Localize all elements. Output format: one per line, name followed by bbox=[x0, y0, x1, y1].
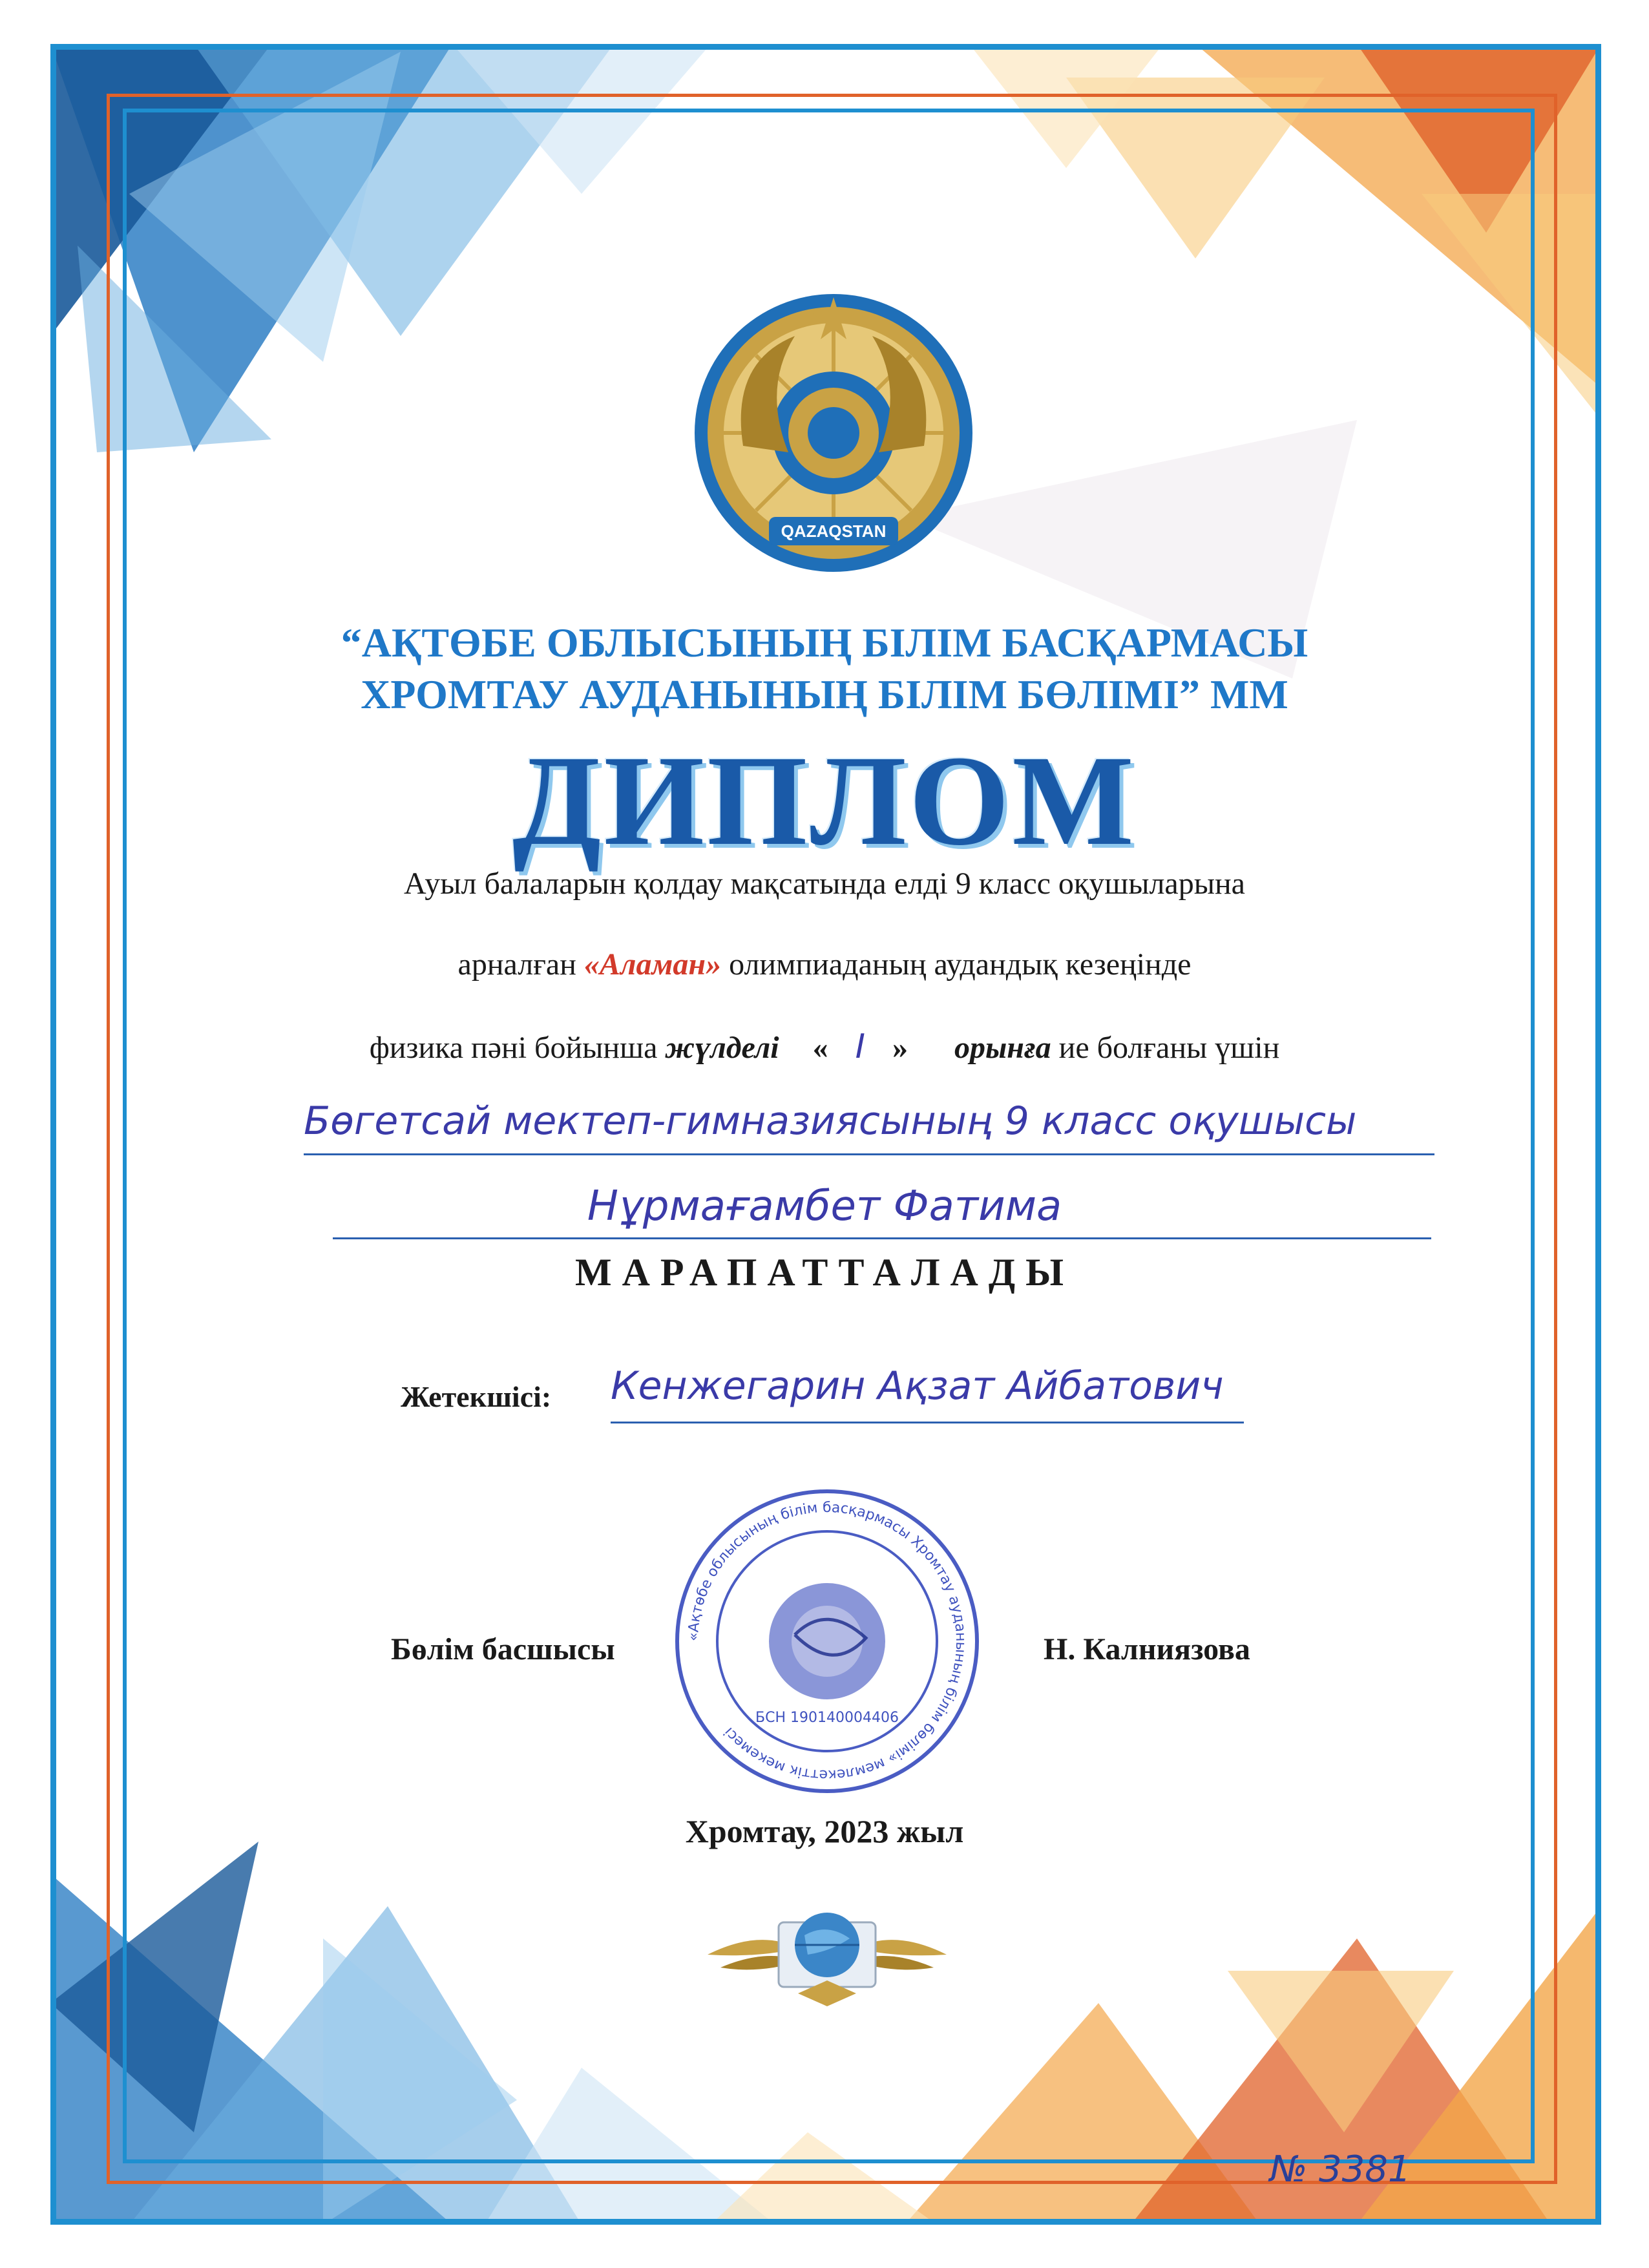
education-emblem bbox=[701, 1896, 953, 2013]
olympiad-name: «Аламан» bbox=[583, 947, 722, 982]
place-quote-open: « bbox=[812, 1031, 828, 1065]
state-emblem bbox=[691, 284, 976, 582]
place-quote-close: » bbox=[892, 1031, 908, 1065]
place-word: орынға bbox=[954, 1031, 1051, 1065]
footer-place-year: Хромтау, 2023 жыл bbox=[685, 1813, 964, 1849]
organization-line-1: “АҚТӨБЕ ОБЛЫСЫНЫҢ БІЛІМ БАСҚАРМАСЫ bbox=[341, 620, 1308, 666]
supervisor-underline bbox=[611, 1422, 1244, 1423]
text-line-3 bbox=[0, 1027, 1649, 1066]
supervisor-name-handwritten: Кенжегарин Ақзат Айбатович bbox=[611, 1363, 1224, 1409]
text-line-3-post: ие болғаны үшін bbox=[1051, 1031, 1280, 1065]
stamp-inner-text: БСН 190140004406 bbox=[755, 1710, 899, 1726]
text-line-2-post: олимпиаданың аудандық кезеңінде bbox=[721, 947, 1192, 982]
award-text: МАРАПАТТАЛАДЫ bbox=[574, 1251, 1075, 1294]
text-line-1: Ауыл балаларын қолдау мақсатында елді 9 класс оқушыларына bbox=[404, 866, 1245, 901]
page-title: ДИПЛОМ bbox=[512, 730, 1137, 872]
official-stamp bbox=[672, 1486, 982, 1796]
emblem-text: QAZAQSTAN bbox=[781, 521, 887, 541]
text-line-2-pre: арналған bbox=[457, 947, 584, 982]
student-name-handwritten: Нұрмағамбет Фатима bbox=[587, 1182, 1062, 1230]
stamp-outer-textpath: «Ақтөбе облысының білім басқармасы Хромтау ауданының білім бөлімі» мемлекеттік мекемесі bbox=[685, 1499, 969, 1783]
school-handwritten: Бөгетсай мектеп-гимназиясының 9 класс оқушысы bbox=[304, 1098, 1357, 1144]
diploma-number: № 3381 bbox=[1270, 2148, 1411, 2190]
place-number: І bbox=[855, 1027, 865, 1066]
text-line-2 bbox=[0, 947, 1649, 982]
signature-position: Бөлім басшысы bbox=[391, 1632, 615, 1666]
text-line-3-pre: физика пәні бойынша bbox=[369, 1031, 666, 1065]
supervisor-label: Жетекшісі: bbox=[401, 1380, 552, 1413]
student-underline bbox=[333, 1237, 1431, 1239]
signature-name: Н. Калниязова bbox=[1044, 1632, 1250, 1666]
organization-line-2: ХРОМТАУ АУДАНЫНЫҢ БІЛІМ БӨЛІМІ” ММ bbox=[361, 671, 1288, 717]
prize-word: жүлделі bbox=[665, 1031, 779, 1065]
school-underline bbox=[304, 1153, 1434, 1155]
